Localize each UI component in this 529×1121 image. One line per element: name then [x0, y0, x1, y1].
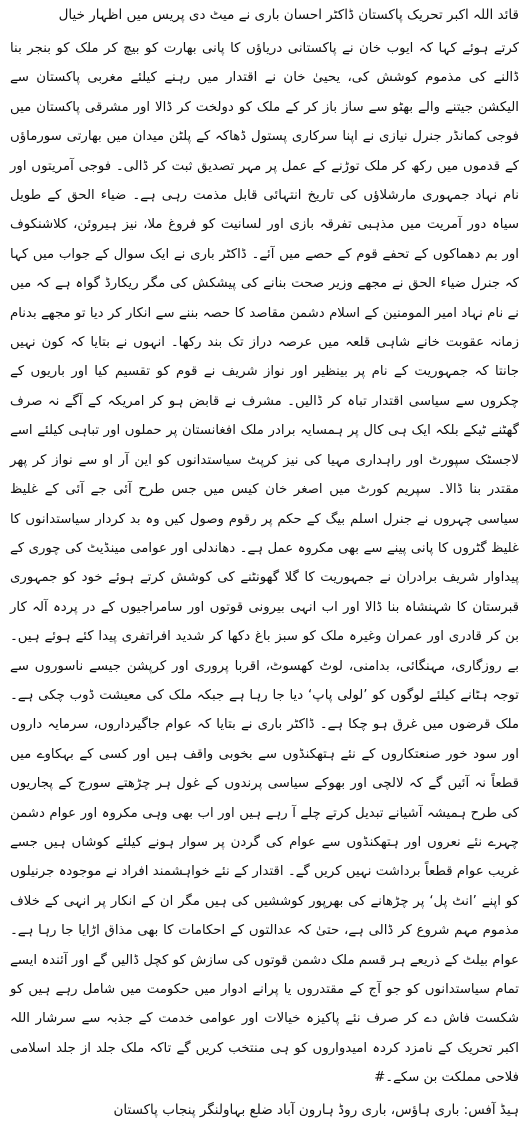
head-office-address: ہیڈ آفس: باری ہاؤس، باری روڈ ہارون آباد ضلع بہاولنگر پنجاب پاکستان — [113, 1101, 519, 1118]
article-body: کرتے ہوئے کہا کہ ایوب خان نے پاکستانی دریاؤں کا پانی بھارت کو بیچ کر ملک کو بنجر بنا ڈالنے کی مذموم کوشش کی، یحییٰ خان نے اقتدار میں رہنے کیلئے مغربی پاکستان سے الیکشن جیتنے والے بھٹو سے ساز باز کر کے ملک کو دولخت کر ڈالا اور مشرقی پاکستان میں فوجی کمانڈر جنرل نیازی نے اپنا سرکاری پستول ڈھاکہ کے پلٹن میدان میں بھارتی سورماؤں کے قدموں میں رکھ کر ملک توڑنے کے عمل پر مہر تصدیق ثبت کر ڈالی۔ فوجی آمریتوں اور نام نہاد جمہوری مارشلاؤں کی تاریخ انتہائی قابل مذمت رہی ہے۔ ضیاء الحق کے طویل سیاہ دور آمریت میں مذہبی تفرقہ بازی اور لسانیت کو فروغ ملا، نیز ہیروئن، کلاشنکوف اور بم دھماکوں کے تحفے قوم کے حصے میں آئے۔ ڈاکٹر باری نے ایک سوال کے جواب میں کہا کہ جنرل ضیاء الحق نے مجھے وزیر صحت بنانے کی پیشکش کی مگر ریکارڈ گواہ ہے کہ میں نے نام نہاد امیر المومنین کے اسلام دشمن مقاصد کا حصہ بننے سے انکار کر دیا تو مجھے بدنام زمانہ عقوبت خانے شاہی قلعہ میں عرصہ دراز تک بند رکھا۔ انہوں نے بتایا کہ کون نہیں جانتا کہ جمہوریت کے نام پر بینظیر اور نواز شریف نے قوم کو تقسیم کیا اور باریوں کے چکروں سے سیاسی اقتدار تباہ کر ڈالیں۔ مشرف نے قابض ہو کر امریکہ کے آگے نہ صرف گھٹنے ٹیکے بلکہ ایک ہی کال پر ہمسایہ برادر ملک افغانستان پر حملوں اور تباہی کیلئے اسے لاجسٹک سپورٹ اور راہداری مہیا کی نیز کرپٹ سیاستدانوں کو این آر او سے نواز کر پھر مقتدر بنا ڈالا۔ سپریم کورٹ میں اصغر خان کیس میں جس طرح آئی جے آئی کے غلیظ سیاسی چہروں نے جنرل اسلم بیگ کے حکم پر رقوم وصول کیں وہ بد کردار سیاستدانوں کا غلیظ گٹروں کا پانی پینے سے بھی مکروہ عمل ہے۔ دھاندلی اور عوامی مینڈیٹ کی چوری کے پیداوار شریف برادران نے جمہوریت کا گلا گھونٹنے کی کوشش کرتے ہوئے خود کو جمہوری قبرستان کا شہنشاہ بنا ڈالا اور اب انہی بیرونی قوتوں اور سامراجیوں کے در پردہ آلہ کار بن کر قادری اور عمران وغیرہ ملک کو سبز باغ دکھا کر شدید افراتفری پیدا کئے ہوئے ہیں۔ بے روزگاری، مہنگائی، بدامنی، لوٹ کھسوٹ، اقربا پروری اور کرپشن جیسے ناسوروں سے توجہ ہٹانے کیلئے لوگوں کو ’لولی پاپ‘ دیا جا رہا ہے جبکہ ملک کی معیشت ڈوب چکی ہے۔ ملک قرضوں میں غرق ہو چکا ہے۔ ڈاکٹر باری نے بتایا کہ عوام جاگیرداروں، سرمایہ داروں اور سود خور صنعتکاروں کے نئے ہتھکنڈوں سے بخوبی واقف ہیں اور کسی کے بہکاوے میں قطعاً نہ آئیں گے کہ لالچی اور بھوکے سیاسی پرندوں کے غول ہر چڑھتے سورج کے پجاریوں کی طرح ہمیشہ آشیانے تبدیل کرتے چلے آ رہے ہیں اور اب بھی وہی مکروہ اور عوام دشمن چہرے نئے نعروں اور ہتھکنڈوں سے عوام کی گردن پر سوار ہونے کیلئے کوشاں ہیں جسے غریب عوام قطعاً برداشت نہیں کریں گے۔ اقتدار کے نئے خواہشمند افراد نے موجودہ جرنیلوں کو اپنے ’انٹ پل‘ پر چڑھانے کی بھرپور کوششیں کی ہیں مگر ان کے انکار پر انہی کے خلاف مذموم مہم شروع کر ڈالی ہے، حتیٰ کہ عدالتوں کے احکامات کا بھی مذاق اڑایا جا رہا ہے۔ عوام بیلٹ کے ذریعے ہر قسم ملک دشمن قوتوں کی سازش کو کچل ڈالیں گے اور آئندہ ایسے تمام سیاستدانوں کو جو آج کے مقتدروں یا پرانے ادوار میں حکومت میں شامل رہے ہیں کو شکست فاش دے کر صرف نئے پاکیزہ خیالات اور عوامی خدمت کے جذبہ سے سرشار اللہ اکبر تحریک کے نامزد کردہ امیدواروں کو ہی منتخب کریں گے تاکہ ملک جلد از جلد اسلامی فلاحی مملکت بن سکے۔# — [10, 41, 519, 1086]
article-headline: قائد اللہ اکبر تحریک پاکستان ڈاکٹر احسان باری نے میٹ دی پریس میں اظہار خیال — [58, 7, 519, 23]
